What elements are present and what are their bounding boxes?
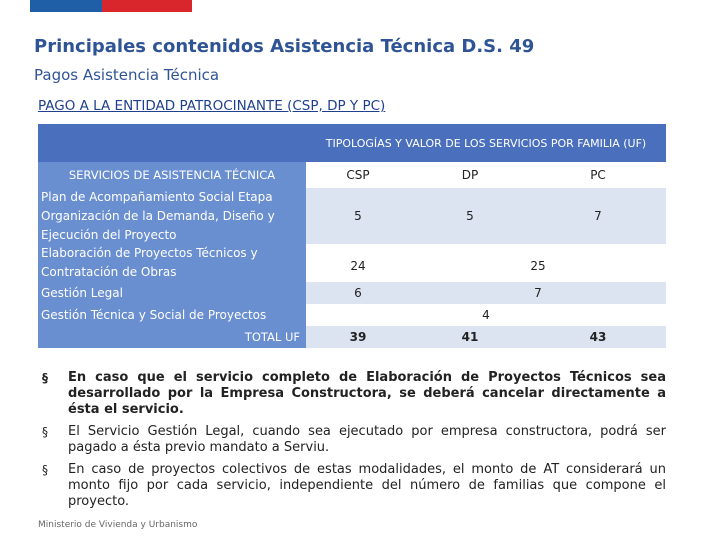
note-text: En caso que el servicio completo de Elaboración de Proyectos Técnicos sea desarrollado por la Empresa Constructora, se deberá cancelar directamente a ésta el servicio. — [68, 370, 666, 417]
note-item — [40, 370, 666, 418]
row1-csp: 5 — [306, 188, 410, 244]
total-label: TOTAL UF — [38, 326, 306, 348]
note-text: El Servicio Gestión Legal, cuando sea ejecutado por empresa constructora, podrá ser pagado a ésta previo mandato a Serviu. — [68, 424, 666, 455]
row-label-gestion-legal: Gestión Legal — [38, 282, 306, 304]
total-dp: 41 — [410, 326, 530, 348]
column-header-pc: PC — [530, 162, 666, 188]
service-column-header: SERVICIOS DE ASISTENCIA TÉCNICA — [38, 162, 306, 188]
row3-dp-pc: 7 — [410, 282, 666, 304]
flag-red-stripe — [102, 0, 192, 12]
bullet-icon: § — [42, 425, 48, 439]
note-item — [40, 462, 666, 510]
note-item — [40, 424, 666, 456]
column-header-csp: CSP — [306, 162, 410, 188]
services-table — [38, 124, 666, 348]
flag-blue-stripe — [30, 0, 102, 12]
row1-pc: 7 — [530, 188, 666, 244]
row-label-elaboracion-proyectos: Elaboración de Proyectos Técnicos y Contratación de Obras — [38, 244, 306, 282]
notes-list — [40, 370, 666, 516]
group-header: TIPOLOGÍAS Y VALOR DE LOS SERVICIOS POR FAMILIA (UF) — [306, 124, 666, 162]
row1-dp: 5 — [410, 188, 530, 244]
row-label-plan-acompanamiento: Plan de Acompañamiento Social Etapa Organización de la Demanda, Diseño y Ejecución del Proyecto — [38, 188, 306, 244]
bullet-icon: § — [42, 463, 48, 477]
page-subtitle: Pagos Asistencia Técnica — [34, 66, 220, 84]
row4-all: 4 — [306, 304, 666, 326]
total-csp: 39 — [306, 326, 410, 348]
bullet-icon: § — [42, 371, 48, 385]
footer-ministry: Ministerio de Vivienda y Urbanismo — [38, 520, 198, 530]
page-title: Principales contenidos Asistencia Técnica D.S. 49 — [34, 36, 535, 57]
row2-dp-pc: 25 — [410, 244, 666, 282]
row-label-gestion-tecnica-social: Gestión Técnica y Social de Proyectos — [38, 304, 306, 326]
total-pc: 43 — [530, 326, 666, 348]
section-heading: PAGO A LA ENTIDAD PATROCINANTE (CSP, DP Y PC) — [38, 98, 386, 114]
header-empty-cell — [38, 124, 306, 162]
row2-csp: 24 — [306, 244, 410, 282]
column-header-dp: DP — [410, 162, 530, 188]
row3-csp: 6 — [306, 282, 410, 304]
note-text: En caso de proyectos colectivos de estas modalidades, el monto de AT considerará un monto fijo por cada servicio, independiente del número de familias que compone el proyecto. — [68, 462, 666, 509]
